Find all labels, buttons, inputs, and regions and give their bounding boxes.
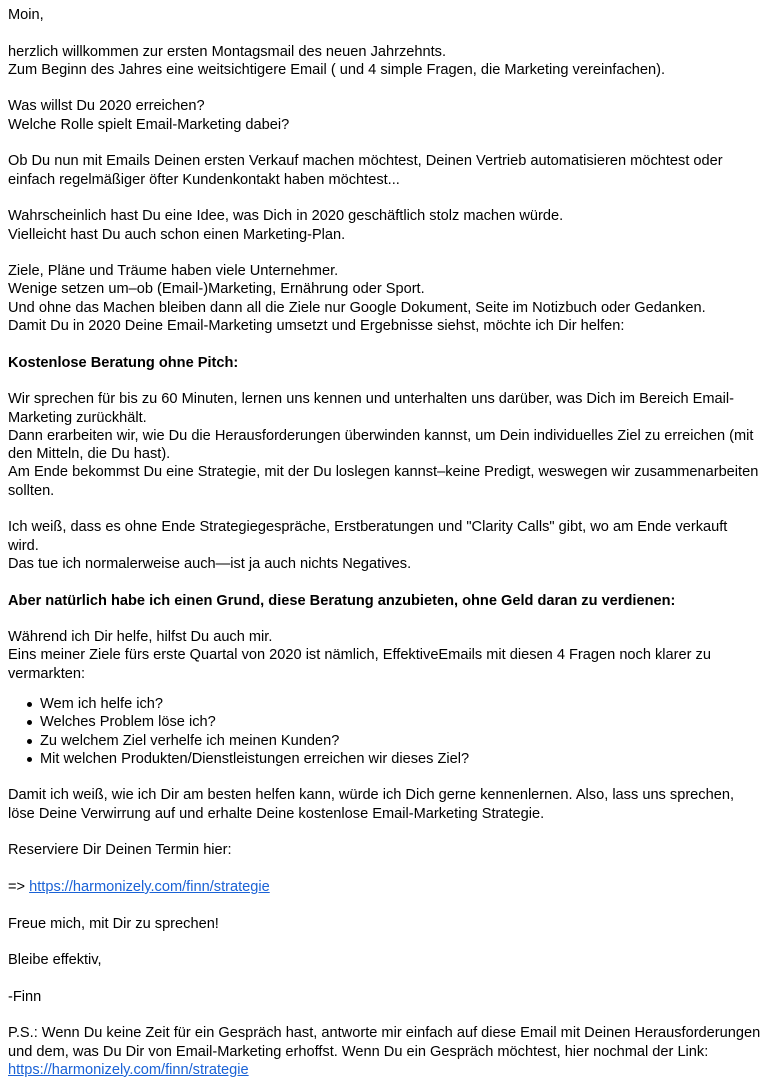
list-item: Welches Problem löse ich? bbox=[40, 713, 761, 731]
ps-booking-link[interactable]: https://harmonizely.com/finn/strategie bbox=[8, 1061, 249, 1078]
questions-paragraph bbox=[8, 97, 761, 134]
goals-line: Und ohne das Machen bleiben dann all die Ziele nur Google Dokument, Seite im Notizbuch oder Gedanken. bbox=[8, 299, 706, 316]
know-you-paragraph: Damit ich weiß, wie ich Dir am besten helfen kann, würde ich Dich gerne kennenlernen. Also, lass uns sprechen, löse Deine Verwirrung auf und erhalte Deine kostenlose Email-Marketing Strategie. bbox=[8, 787, 734, 822]
booking-link[interactable]: https://harmonizely.com/finn/strategie bbox=[29, 878, 270, 895]
idea-line: Vielleicht hast Du auch schon einen Marketing-Plan. bbox=[8, 226, 346, 243]
consult-paragraph bbox=[8, 390, 761, 500]
consult-heading: Kostenlose Beratung ohne Pitch: bbox=[8, 354, 239, 371]
closing-greeting: Freue mich, mit Dir zu sprechen! bbox=[8, 915, 219, 932]
idea-paragraph bbox=[8, 207, 761, 244]
list-item: Zu welchem Ziel verhelfe ich meinen Kunden? bbox=[40, 732, 761, 750]
list-item: Wem ich helfe ich? bbox=[40, 695, 761, 713]
consult-line: Am Ende bekommst Du eine Strategie, mit der Du loslegen kannst–keine Predigt, weswegen wir zusammenarbeiten sollten. bbox=[8, 464, 759, 499]
know-paragraph bbox=[8, 518, 761, 573]
idea-line: Wahrscheinlich hast Du eine Idee, was Dich in 2020 geschäftlich stolz machen würde. bbox=[8, 208, 564, 225]
goals-line: Damit Du in 2020 Deine Email-Marketing umsetzt und Ergebnisse siehst, möchte ich Dir helfen: bbox=[8, 318, 625, 335]
help-line: Eins meiner Ziele fürs erste Quartal von 2020 ist nämlich, EffektiveEmails mit diesen 4 Fragen noch klarer zu vermarkten: bbox=[8, 647, 711, 682]
reason-heading: Aber natürlich habe ich einen Grund, diese Beratung anzubieten, ohne Geld daran zu verdienen: bbox=[8, 592, 676, 609]
ob-paragraph: Ob Du nun mit Emails Deinen ersten Verkauf machen möchtest, Deinen Vertrieb automatisieren möchtest oder einfach regelmäßiger öfter Kundenkontakt haben möchtest... bbox=[8, 153, 723, 188]
goals-line: Wenige setzen um–ob (Email-)Marketing, Ernährung oder Sport. bbox=[8, 281, 425, 298]
question-line: Welche Rolle spielt Email-Marketing dabei? bbox=[8, 116, 290, 133]
goals-line: Ziele, Pläne und Träume haben viele Unternehmer. bbox=[8, 263, 339, 280]
ps-paragraph bbox=[8, 1024, 761, 1079]
signature: -Finn bbox=[8, 988, 42, 1005]
link-prefix: => bbox=[8, 878, 30, 895]
intro-line: herzlich willkommen zur ersten Montagsmail des neuen Jahrzehnts. bbox=[8, 43, 447, 60]
help-paragraph bbox=[8, 628, 761, 683]
greeting: Moin, bbox=[8, 7, 44, 23]
question-line: Was willst Du 2020 erreichen? bbox=[8, 98, 205, 115]
closing-regards: Bleibe effektiv, bbox=[8, 952, 102, 969]
reserve-text: Reserviere Dir Deinen Termin hier: bbox=[8, 842, 232, 859]
goals-paragraph bbox=[8, 262, 761, 335]
link-paragraph bbox=[8, 878, 761, 896]
list-item: Mit welchen Produkten/Dienstleistungen erreichen wir dieses Ziel? bbox=[40, 750, 761, 768]
know-line: Das tue ich normalerweise auch—ist ja auch nichts Negatives. bbox=[8, 555, 412, 572]
help-line: Während ich Dir helfe, hilfst Du auch mir. bbox=[8, 629, 273, 646]
consult-line: Dann erarbeiten wir, wie Du die Herausforderungen überwinden kannst, um Dein individuelles Ziel zu erreichen (mit den Mitteln, die Du hast). bbox=[8, 427, 754, 463]
questions-list bbox=[8, 695, 761, 768]
consult-line: Wir sprechen für bis zu 60 Minuten, lernen uns kennen und unterhalten uns darüber, was Dich im Bereich Email-Marketing zurückhält. bbox=[8, 391, 735, 426]
ps-text: P.S.: Wenn Du keine Zeit für ein Gespräch hast, antworte mir einfach auf diese Email mit Deinen Herausforderungen und dem, was Du Dir von Email-Marketing erhoffst. Wenn Du ein Gespräch möchtest, hier nochmal der Link: bbox=[8, 1025, 761, 1060]
intro-line: Zum Beginn des Jahres eine weitsichtigere Email ( und 4 simple Fragen, die Marketing vereinfachen). bbox=[8, 61, 666, 78]
know-line: Ich weiß, dass es ohne Ende Strategiegespräche, Erstberatungen und "Clarity Calls" gibt, wo am Ende verkauft wird. bbox=[8, 519, 728, 554]
intro-paragraph bbox=[8, 43, 761, 80]
